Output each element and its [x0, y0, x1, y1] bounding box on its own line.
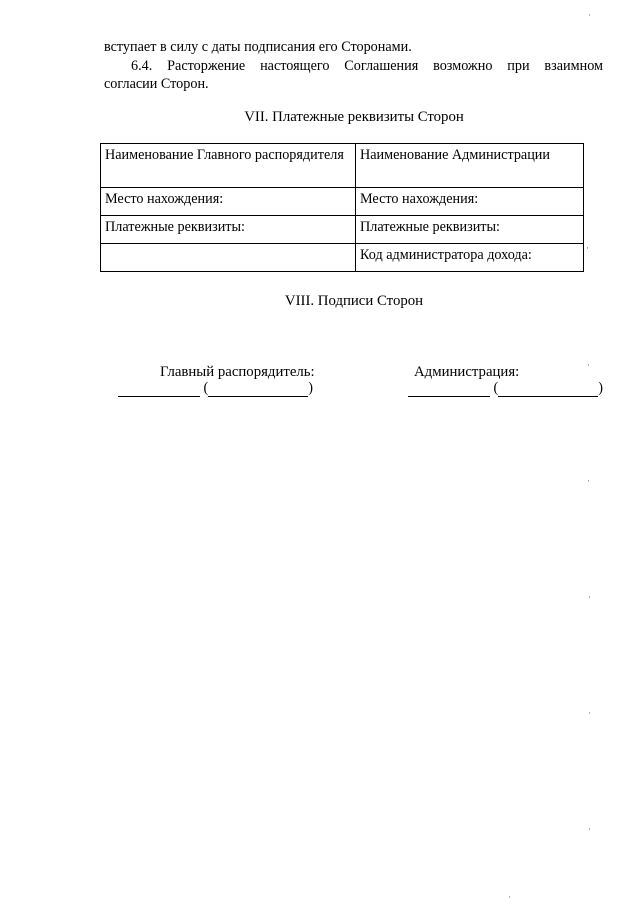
scan-dot: ·	[587, 476, 590, 486]
name-blank	[498, 380, 598, 397]
main-manager-signature-line	[118, 380, 313, 397]
table-cell: Код администратора дохода:	[356, 244, 584, 272]
scan-dot: ·	[588, 708, 591, 718]
paragraph-6-4-end: согласии Сторон.	[104, 76, 209, 92]
table-cell: Наименование Администрации	[356, 144, 584, 188]
table-row	[101, 144, 584, 188]
administration-signature-line	[408, 380, 603, 397]
scan-dot: ·	[587, 360, 590, 370]
scan-dot: ·	[588, 592, 591, 602]
section-7-heading: VII. Платежные реквизиты Сторон	[244, 109, 464, 125]
table-cell: Платежные реквизиты:	[356, 216, 584, 244]
table-row	[101, 244, 584, 272]
table-cell: Платежные реквизиты:	[101, 216, 356, 244]
section-8-heading: VIII. Подписи Сторон	[284, 293, 424, 309]
table-row	[101, 188, 584, 216]
main-manager-label: Главный распорядитель:	[160, 364, 315, 380]
close-paren: )	[308, 380, 314, 396]
administration-label: Администрация:	[414, 364, 520, 380]
open-paren: (	[493, 380, 499, 396]
signature-blank	[408, 380, 490, 397]
table-cell: Наименование Главного распорядителя	[101, 144, 356, 188]
table-cell: Место нахождения:	[356, 188, 584, 216]
table-cell: Место нахождения:	[101, 188, 356, 216]
close-paren: )	[598, 380, 604, 396]
signature-blank	[118, 380, 200, 397]
scan-dot: ·	[508, 892, 511, 902]
scan-dot: ·	[586, 243, 589, 253]
table-cell	[101, 244, 356, 272]
payment-details-table	[100, 143, 584, 272]
paragraph-continuation: вступает в силу с даты подписания его Сторонами.	[104, 39, 412, 55]
scan-dot: ·	[588, 10, 591, 20]
scan-dot: ·	[588, 824, 591, 834]
name-blank	[208, 380, 308, 397]
open-paren: (	[203, 380, 209, 396]
paragraph-6-4: 6.4. Расторжение настоящего Соглашения возможно при взаимном	[131, 58, 603, 74]
table-row	[101, 216, 584, 244]
